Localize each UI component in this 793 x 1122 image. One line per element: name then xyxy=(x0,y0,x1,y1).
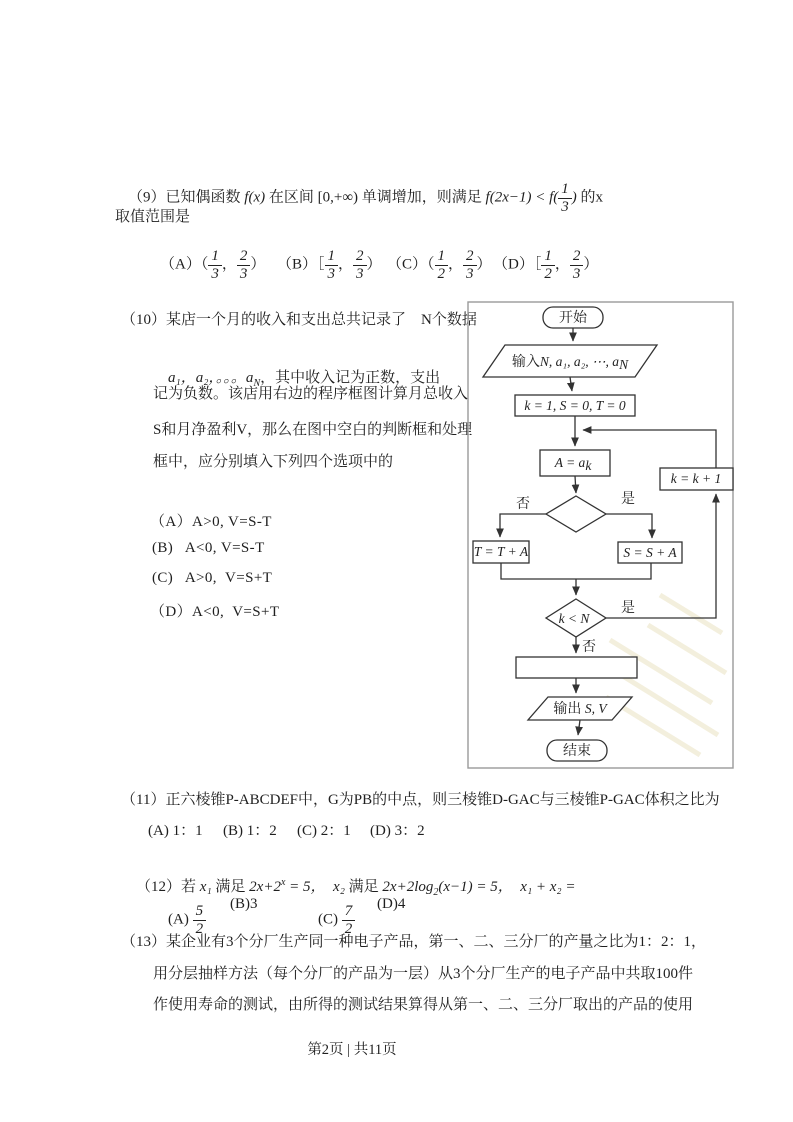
flowchart-s-update-label: S = S + A xyxy=(623,545,677,560)
text-token: ） xyxy=(366,256,382,273)
q11-option-b: (B) 1：2 xyxy=(223,823,277,839)
text-token: ） xyxy=(476,256,492,273)
q11-option-a: (A) 1：1 xyxy=(148,823,203,839)
flowchart-assign-label: A = ak xyxy=(554,455,592,473)
fraction: $\frac{1}{3}$ xyxy=(325,248,339,283)
text-token: 若 xyxy=(181,879,200,895)
option-label: (A) xyxy=(168,911,193,928)
math-subscript: 2 xyxy=(433,887,439,898)
q12-option-d: (D)4 xyxy=(377,896,406,912)
fraction: $\frac{2}{3}$ xyxy=(353,248,367,283)
q13-line3: 作使用寿命的测试，由所得的测试结果算得从第一、二、三分厂取出的产品的使用 xyxy=(153,997,694,1013)
flowchart-t-update-label: T = T + A xyxy=(473,544,529,559)
math-token: (x−1) = 5， xyxy=(438,879,521,895)
q9-question-line2: 取值范围是 xyxy=(115,209,191,225)
option-label: （A）（ xyxy=(160,256,209,273)
q10-option-a: （A）A>0, V=S-T xyxy=(150,514,272,530)
math-token: [0,+∞) xyxy=(317,189,359,206)
option-label: （D）［ xyxy=(493,256,542,273)
q10-option-c: (C) A>0, V=S+T xyxy=(152,570,273,586)
q10-line2 xyxy=(153,348,440,414)
q9-option-c xyxy=(372,231,492,300)
math-token: = 5， xyxy=(285,879,334,895)
fraction: $\frac{7}{2}$ xyxy=(342,903,356,938)
q9-option-a xyxy=(145,231,265,300)
text-token: ， xyxy=(554,256,570,273)
fraction: $\frac{2}{3}$ xyxy=(570,248,584,283)
flowchart-blank-process-shape xyxy=(516,657,637,678)
math-token: f(2x−1) < f( xyxy=(485,189,559,206)
math-token: 2x+2log xyxy=(382,879,434,895)
branch-no-label: 否 xyxy=(582,640,596,655)
math-token: 2x+2 xyxy=(249,879,281,895)
q9-number: （9） xyxy=(128,189,166,206)
text-token: ） xyxy=(250,256,266,273)
q11-option-c: (C) 2：1 xyxy=(297,823,351,839)
text-token: 已知偶函数 xyxy=(165,189,245,206)
text-token: 满足 xyxy=(344,879,383,895)
fraction: $\frac{2}{3}$ xyxy=(237,248,251,283)
text-token: 的x xyxy=(576,189,604,206)
option-label: (C) xyxy=(318,911,342,928)
text-token: ，其中收入记为正数，支出 xyxy=(260,370,441,386)
flowchart-input-label: 输入N, a₁, a₂, ⋯, aN xyxy=(511,354,629,372)
math-token: x₁ + x₂ = xyxy=(520,879,576,895)
flowchart xyxy=(460,295,745,775)
q10-line4: S和月净盈利V，那么在图中空白的判断框和处理 xyxy=(153,422,473,438)
q10-line5: 框中，应分别填入下列四个选项中的 xyxy=(153,454,394,470)
q13-line2: 用分层抽样方法（每个分厂的产品为一层）从3个分厂生产的电子产品中共取100件 xyxy=(153,966,694,982)
flowchart-output-label: 输出 S, V xyxy=(553,701,607,717)
flowchart-increment-label: k = k + 1 xyxy=(670,471,722,486)
q11-option-d: (D) 3：2 xyxy=(370,823,425,839)
math-subscript: N xyxy=(253,378,261,389)
flowchart-end-label: 结束 xyxy=(563,744,591,759)
math-token: x₂ xyxy=(333,879,345,895)
math-token: f(x) xyxy=(244,189,266,206)
branch-yes-label: 是 xyxy=(621,492,635,507)
math-superscript: x xyxy=(280,877,286,888)
q9-option-d xyxy=(478,231,598,300)
page-number-footer: 第2页 | 共11页 xyxy=(307,1042,397,1058)
q10-line1: （10）某店一个月的收入和支出总共记录了 N个数据 xyxy=(121,312,477,328)
text-token: ， xyxy=(221,256,237,273)
fraction: $\frac{1}{3}$ xyxy=(558,181,572,216)
flowchart-blank-decision-shape xyxy=(546,496,606,532)
text-token: ， xyxy=(448,256,464,273)
fraction: $\frac{1}{3}$ xyxy=(208,248,222,283)
branch-yes-label: 是 xyxy=(621,601,635,616)
branch-no-label: 否 xyxy=(516,497,530,512)
q12-option-b: (B)3 xyxy=(230,896,258,912)
flowchart-loop-decision-label: k < N xyxy=(558,611,590,626)
option-label: （C）（ xyxy=(387,256,435,273)
flowchart-init-label: k = 1, S = 0, T = 0 xyxy=(524,398,626,413)
fraction: $\frac{1}{2}$ xyxy=(541,248,555,283)
q10-option-b: (B) A<0, V=S-T xyxy=(152,540,265,556)
flowchart-start-label: 开始 xyxy=(559,311,587,326)
text-token: 单调增加，则满足 xyxy=(358,189,486,206)
fraction: $\frac{2}{3}$ xyxy=(463,248,477,283)
q11-question-line: （11）正六棱锥P-ABCDEF中，G为PB的中点，则三棱锥D-GAC与三棱锥P-GAC体积之比为 xyxy=(121,792,720,808)
text-token: ） xyxy=(583,256,599,273)
math-token: a₁，a₂，。。。a xyxy=(168,370,254,386)
option-label: （B）［ xyxy=(277,256,325,273)
q9-option-b xyxy=(262,231,382,300)
math-token: ) xyxy=(571,189,577,206)
text-token: 满足 xyxy=(211,879,250,895)
math-token: x₁ xyxy=(199,879,212,895)
fraction: $\frac{1}{2}$ xyxy=(435,248,449,283)
q10-line3: 记为负数。该店用右边的程序框图计算月总收入 xyxy=(153,386,469,402)
q12-number: （12） xyxy=(136,879,182,895)
text-token: 在区间 xyxy=(265,189,318,206)
fraction: $\frac{5}{2}$ xyxy=(193,903,207,938)
q13-line1: （13）某企业有3个分厂生产同一种电子产品，第一、二、三分厂的产量之比为1：2：1， xyxy=(121,934,707,950)
q10-option-d: （D）A<0, V=S+T xyxy=(150,604,280,620)
text-token: ， xyxy=(338,256,354,273)
